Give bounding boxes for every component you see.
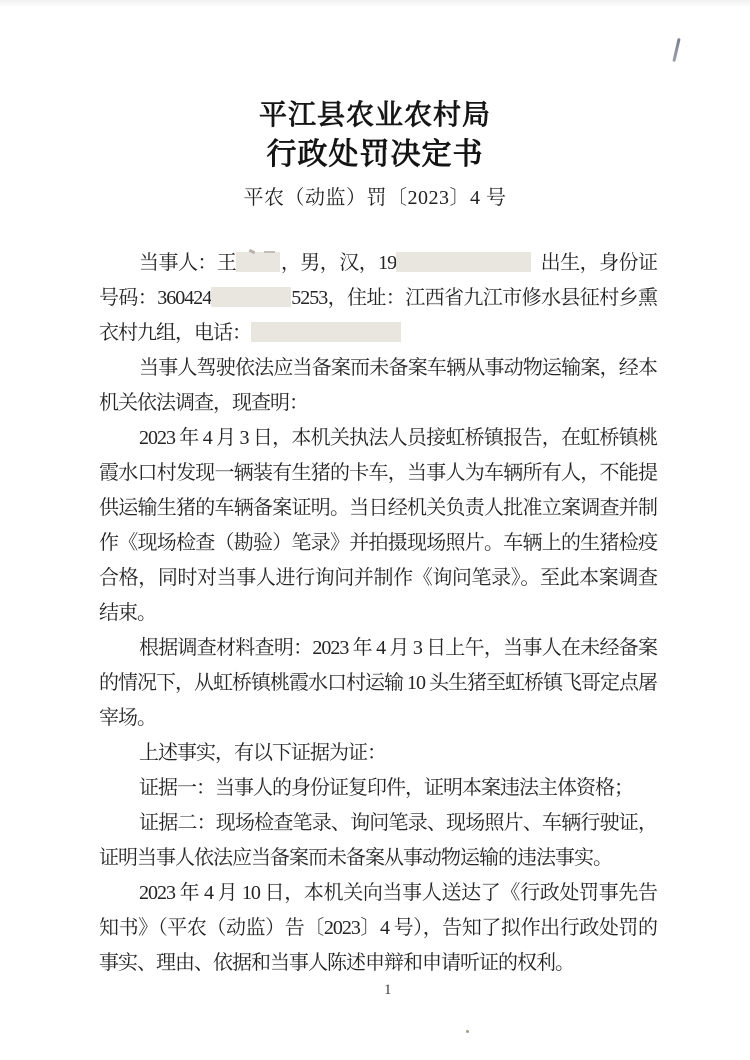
page-number: 1 bbox=[384, 982, 392, 998]
party-after-id: 5253，住址：江西省九江市修水县征村乡熏衣村九组，电话： bbox=[99, 287, 658, 344]
party-prefix: 当事人：王 bbox=[139, 252, 237, 274]
paragraph-evidence-1: 证据一：当事人的身份证复印件，证明本案违法主体资格； bbox=[139, 777, 633, 799]
redaction-birthdate-box bbox=[396, 252, 531, 272]
paragraph-prior-notice: 2023 年 4 月 10 日，本机关向当事人送达了《行政处罚事先告知书》（平农（动监）告〔2023〕4 号），告知了拟作出行政处罚的事实、理由、依据和当事人陈述申辩和申请听证的权利。 bbox=[99, 882, 657, 974]
document-body bbox=[99, 246, 657, 981]
doc-number: 平农（动监）罚〔2023〕4 号 bbox=[243, 187, 507, 209]
party-after-name: ，男，汉，19 bbox=[280, 252, 397, 274]
paragraph-case-intro: 当事人驾驶依法应当备案而未备案车辆从事动物运输案，经本机关依法调查，现查明： bbox=[99, 357, 657, 414]
paragraph-evidence-intro: 上述事实，有以下证据为证： bbox=[139, 742, 386, 764]
scan-speck bbox=[466, 1030, 469, 1033]
partial-character bbox=[531, 246, 540, 281]
paragraph-evidence-2: 证据二：现场检查笔录、询问笔录、现场照片、车辆行驶证，证明当事人依法应当备案而未备案从事动物运输的违法事实。 bbox=[99, 812, 657, 869]
party-after-birth: 出生，身份证号码：360424 bbox=[99, 252, 658, 309]
paragraph-party-info bbox=[99, 246, 657, 351]
paragraph-findings: 根据调查材料查明：2023 年 4 月 3 日上午，当事人在未经备案的情况下，从虹桥镇桃霞水口村运输 10 头生猪至虹桥镇飞哥定点屠宰场。 bbox=[99, 637, 657, 729]
paragraph-investigation: 2023 年 4 月 3 日，本机关执法人员接虹桥镇报告，在虹桥镇桃霞水口村发现一辆装有生猪的卡车，当事人为车辆所有人，不能提供运输生猪的车辆备案证明。当日经机关负责人批准立案调查并制作《现场检查（勘验）笔录》并拍摄现场照片。车辆上的生猪检疫合格，同时对当事人进行询问并制作《询问笔录》。至此本案调查结束。 bbox=[99, 427, 657, 624]
redaction-name-box bbox=[236, 252, 280, 272]
redaction-phone-box bbox=[251, 322, 401, 342]
redaction-id-digits-box bbox=[211, 287, 291, 307]
pen-mark bbox=[672, 38, 680, 62]
doc-title: 行政处罚决定书 bbox=[266, 138, 484, 171]
org-title: 平江县农业农村局 bbox=[258, 100, 491, 131]
